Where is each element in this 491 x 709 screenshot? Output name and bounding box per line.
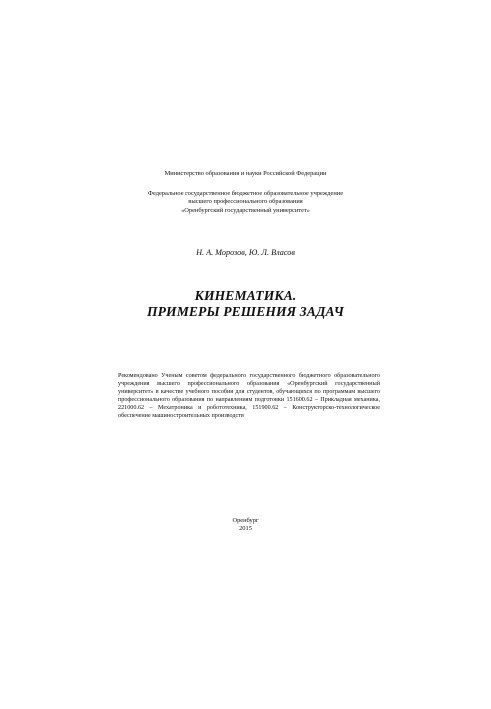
- institution-line-2: высшего профессионального образования: [188, 198, 303, 206]
- ministry-line: Министерство образования и науки Российской Федерации: [164, 170, 327, 177]
- title-line-1: КИНЕМАТИКА.: [194, 288, 297, 303]
- book-title: [0, 288, 491, 320]
- authors: Н. А. Морозов, Ю. Л. Власов: [196, 248, 295, 257]
- institution-line-3: «Оренбургский государственный университет»: [181, 206, 310, 214]
- publication-year: 2015: [239, 525, 252, 533]
- institution-block: [60, 190, 431, 215]
- publication-city: Оренбург: [232, 517, 259, 524]
- publication-place-year: [0, 517, 491, 533]
- institution-line-1: Федеральное государственное бюджетное образовательное учреждение: [147, 190, 344, 197]
- title-line-2: ПРИМЕРЫ РЕШЕНИЯ ЗАДАЧ: [146, 304, 345, 319]
- recommendation-text: Рекомендовано Ученым советом федерального государственного бюджетного образовательного учреждения высшего профессионального образования «Оренбургский государственный университет» в качестве учебного пособия для студентов, обучающихся по программам высшего профессионального образования по направлениям подготовки 151600.62 – Прикладная механика, 221000.62 – Мехатроника и робототехника, 151900.62 – Конструкторско-технологическое обеспечение машиностроительных производств: [118, 373, 380, 419]
